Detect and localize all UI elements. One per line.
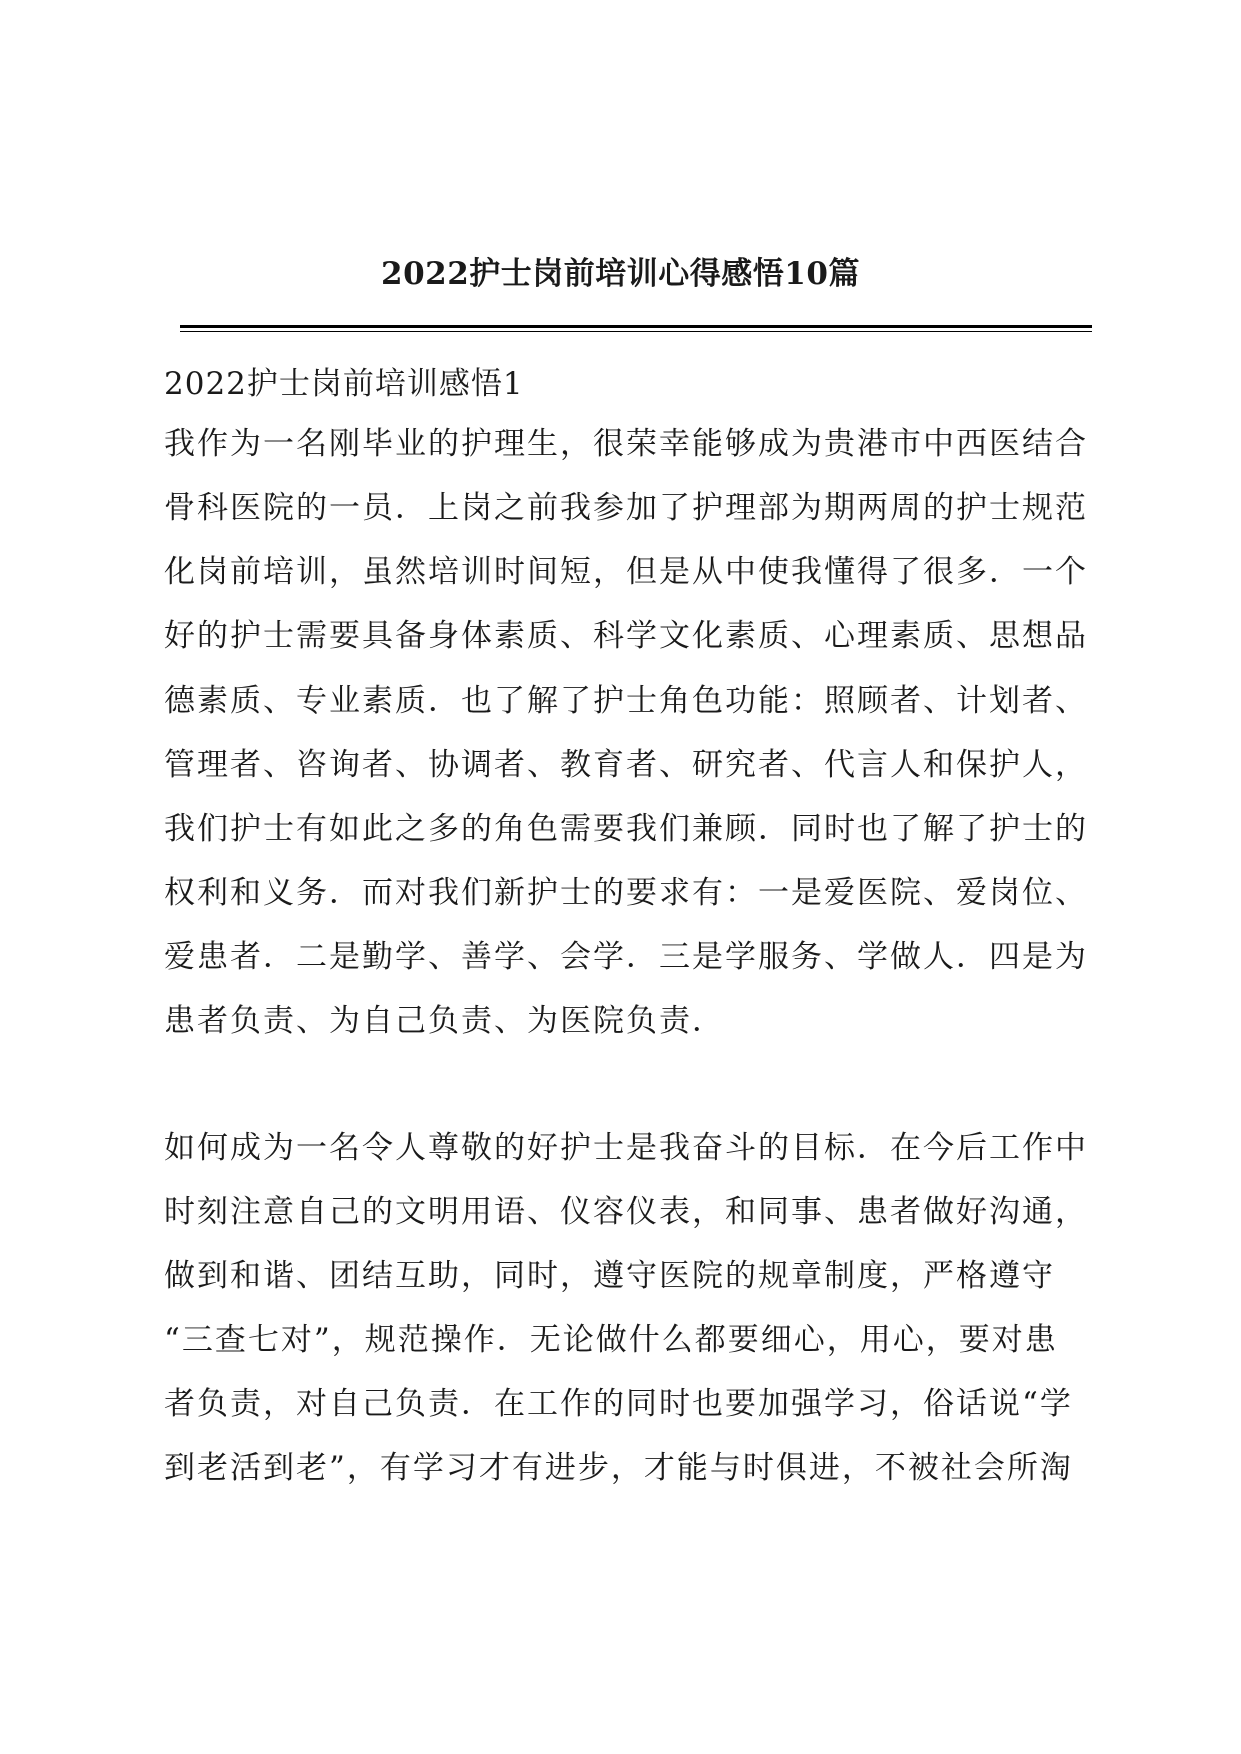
paragraph1-line: 患者负责、为自己负责、为医院负责． bbox=[164, 1003, 725, 1039]
paragraph1-line: 我作为一名刚毕业的护理生，很荣幸能够成为贵港市中西医结合 bbox=[164, 426, 1088, 462]
paragraph1-line: 好的护士需要具备身体素质、科学文化素质、心理素质、思想品 bbox=[164, 618, 1088, 654]
paragraph2-line: 如何成为一名令人尊敬的好护士是我奋斗的目标．在今后工作中 bbox=[164, 1130, 1088, 1166]
title-divider-thick bbox=[180, 325, 1092, 328]
paragraph1-line: 权利和义务．而对我们新护士的要求有：一是爱医院、爱岗位、 bbox=[164, 875, 1088, 911]
paragraph2-line: 做到和谐、团结互助，同时，遵守医院的规章制度，严格遵守 bbox=[164, 1258, 1055, 1294]
paragraph2-line: 到老活到老”，有学习才有进步，才能与时俱进，不被社会所淘 bbox=[164, 1450, 1073, 1486]
paragraph1-line: 骨科医院的一员．上岗之前我参加了护理部为期两周的护士规范 bbox=[164, 490, 1088, 526]
paragraph2-line: 者负责，对自己负责．在工作的同时也要加强学习，俗话说“学 bbox=[164, 1386, 1073, 1422]
paragraph1-line: 我们护士有如此之多的角色需要我们兼顾．同时也了解了护士的 bbox=[164, 811, 1088, 847]
paragraph1-line: 德素质、专业素质．也了解了护士角色功能：照顾者、计划者、 bbox=[164, 683, 1088, 719]
paragraph2-line: 时刻注意自己的文明用语、仪容仪表，和同事、患者做好沟通， bbox=[164, 1194, 1088, 1230]
title-divider-thin bbox=[180, 331, 1092, 332]
paragraph1-line: 化岗前培训，虽然培训时间短，但是从中使我懂得了很多．一个 bbox=[164, 554, 1088, 590]
paragraph2-line: “三查七对”，规范操作．无论做什么都要细心，用心，要对患 bbox=[164, 1322, 1058, 1358]
document-title: 2022护士岗前培训心得感悟10篇 bbox=[381, 256, 860, 292]
paragraph1-line: 爱患者．二是勤学、善学、会学．三是学服务、学做人．四是为 bbox=[164, 939, 1088, 975]
section-heading: 2022护士岗前培训感悟1 bbox=[164, 366, 524, 402]
paragraph1-line: 管理者、咨询者、协调者、教育者、研究者、代言人和保护人， bbox=[164, 747, 1088, 783]
